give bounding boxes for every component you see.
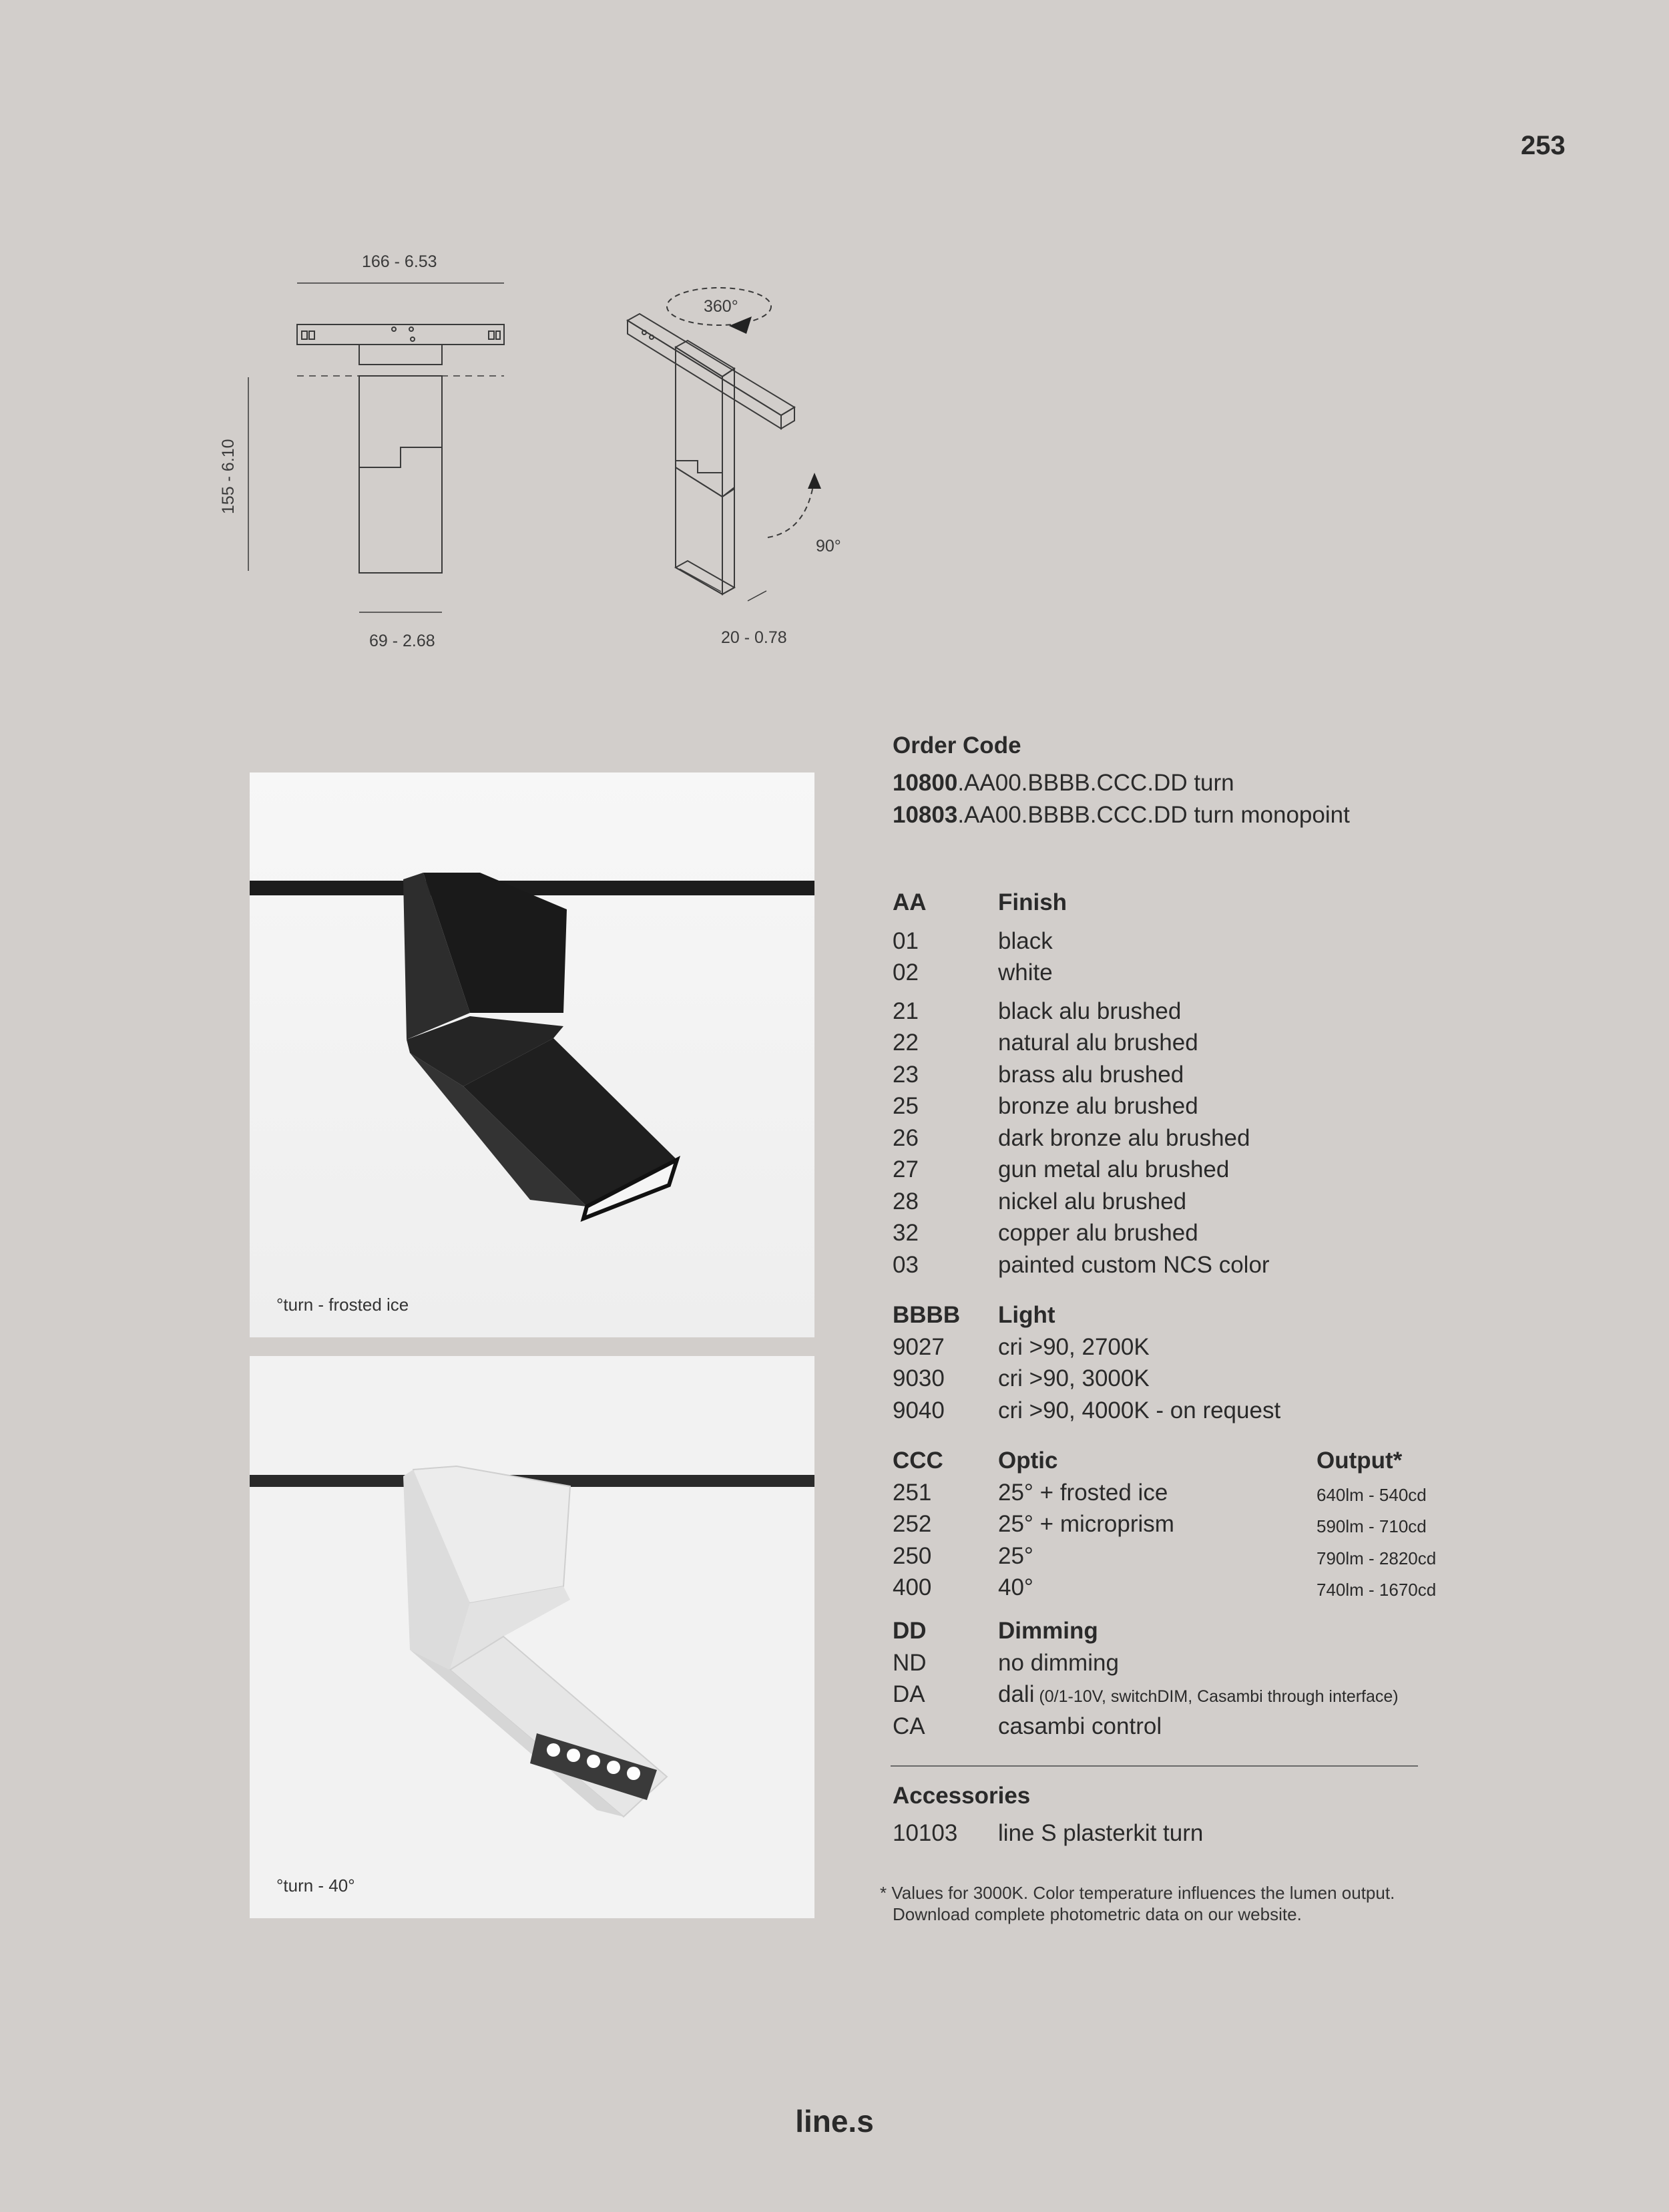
finish-label: copper alu brushed xyxy=(998,1220,1198,1246)
technical-drawing xyxy=(200,240,841,668)
product-photo-white xyxy=(250,1356,814,1918)
accessory-label: line S plasterkit turn xyxy=(998,1820,1204,1846)
page-number: 253 xyxy=(1521,131,1566,160)
photo-caption: °turn - frosted ice xyxy=(276,1295,409,1315)
dimming-label: casambi control xyxy=(998,1713,1162,1739)
finish-label: painted custom NCS color xyxy=(998,1252,1270,1278)
footnote-line: Download complete photometric data on our website. xyxy=(893,1904,1302,1924)
finish-row xyxy=(893,1125,1654,1157)
light-label: cri >90, 4000K - on request xyxy=(998,1397,1281,1423)
light-title: Light xyxy=(998,1302,1055,1328)
photo-caption: °turn - 40° xyxy=(276,1875,355,1896)
dimming-label: no dimming xyxy=(998,1650,1119,1676)
footnote-line: * Values for 3000K. Color temperature influences the lumen output. xyxy=(880,1883,1395,1903)
finish-code: 25 xyxy=(893,1093,919,1119)
optic-header xyxy=(893,1448,1654,1480)
finish-label: black alu brushed xyxy=(998,998,1182,1024)
finish-row xyxy=(893,1220,1654,1252)
finish-row xyxy=(893,1156,1654,1188)
optic-label: 25° + microprism xyxy=(998,1511,1174,1537)
light-key: BBBB xyxy=(893,1302,961,1328)
footer-brand: line.s xyxy=(795,2104,874,2139)
accessories-title: Accessories xyxy=(893,1783,1031,1809)
order-code-suffix: .AA00.BBBB.CCC.DD turn xyxy=(957,770,1234,796)
dimming-row xyxy=(893,1650,1654,1682)
finish-label: brass alu brushed xyxy=(998,1062,1184,1088)
finish-code: 21 xyxy=(893,998,919,1024)
finish-code: 03 xyxy=(893,1252,919,1278)
light-code: 9027 xyxy=(893,1334,945,1360)
optic-label: 25° + frosted ice xyxy=(998,1480,1168,1506)
finish-row xyxy=(893,959,1654,991)
optic-output: 790lm - 2820cd xyxy=(1317,1548,1437,1568)
finish-label: dark bronze alu brushed xyxy=(998,1125,1250,1151)
light-label: cri >90, 3000K xyxy=(998,1365,1150,1391)
finish-code: 01 xyxy=(893,928,919,954)
finish-header xyxy=(893,889,1654,921)
dimming-title: Dimming xyxy=(998,1618,1098,1644)
optic-code: 252 xyxy=(893,1511,932,1537)
optic-row xyxy=(893,1574,1654,1606)
order-code-number: 10800 xyxy=(893,770,958,796)
finish-label: black xyxy=(998,928,1053,954)
optic-label: 40° xyxy=(998,1574,1033,1600)
finish-row xyxy=(893,1030,1654,1062)
light-code: 9030 xyxy=(893,1365,945,1391)
finish-label: bronze alu brushed xyxy=(998,1093,1198,1119)
dimming-header xyxy=(893,1618,1654,1650)
tilt-angle-label: 90° xyxy=(816,537,841,556)
light-row xyxy=(893,1334,1654,1366)
optic-key: CCC xyxy=(893,1448,943,1474)
dimming-code: DA xyxy=(893,1681,925,1707)
finish-row xyxy=(893,1252,1654,1284)
optic-output: 590lm - 710cd xyxy=(1317,1516,1427,1536)
finish-label: gun metal alu brushed xyxy=(998,1156,1230,1182)
finish-title: Finish xyxy=(998,889,1067,915)
height-dimension-label: 155 - 6.10 xyxy=(219,439,238,514)
finish-code: 27 xyxy=(893,1156,919,1182)
optic-row xyxy=(893,1543,1654,1575)
optic-output: 640lm - 540cd xyxy=(1317,1485,1427,1505)
dimming-label: dali xyxy=(998,1681,1035,1707)
optic-code: 251 xyxy=(893,1480,932,1506)
dimming-code: CA xyxy=(893,1713,925,1739)
dimming-row xyxy=(893,1713,1654,1745)
dimming-note: (0/1-10V, switchDIM, Casambi through interface) xyxy=(1034,1687,1399,1706)
order-code-number: 10803 xyxy=(893,802,958,828)
light-row xyxy=(893,1365,1654,1397)
output-title: Output* xyxy=(1317,1448,1403,1474)
finish-row xyxy=(893,928,1654,960)
optic-code: 250 xyxy=(893,1543,932,1569)
finish-label: natural alu brushed xyxy=(998,1030,1198,1056)
light-header xyxy=(893,1302,1654,1334)
finish-row xyxy=(893,998,1654,1030)
depth-dimension-label: 20 - 0.78 xyxy=(721,628,787,647)
finish-row xyxy=(893,1188,1654,1221)
light-row xyxy=(893,1397,1654,1429)
finish-row xyxy=(893,1062,1654,1094)
section-divider xyxy=(891,1765,1418,1767)
optic-code: 400 xyxy=(893,1574,932,1600)
light-code: 9040 xyxy=(893,1397,945,1423)
finish-key: AA xyxy=(893,889,927,915)
rotation-angle-label: 360° xyxy=(704,297,738,316)
optic-row xyxy=(893,1480,1654,1512)
dimming-code: ND xyxy=(893,1650,927,1676)
accessory-row xyxy=(893,1820,1654,1852)
accessory-code: 10103 xyxy=(893,1820,958,1846)
optic-output: 740lm - 1670cd xyxy=(1317,1580,1437,1600)
light-label: cri >90, 2700K xyxy=(998,1334,1150,1360)
finish-code: 22 xyxy=(893,1030,919,1056)
finish-code: 28 xyxy=(893,1188,919,1214)
optic-label: 25° xyxy=(998,1543,1033,1569)
finish-code: 32 xyxy=(893,1220,919,1246)
finish-code: 02 xyxy=(893,959,919,985)
finish-row xyxy=(893,1093,1654,1125)
order-code-line xyxy=(893,770,1234,797)
base-dimension-label: 69 - 2.68 xyxy=(369,632,435,650)
order-code-title: Order Code xyxy=(893,732,1021,758)
order-code-line xyxy=(893,802,1350,829)
optic-row xyxy=(893,1511,1654,1543)
dimming-key: DD xyxy=(893,1618,927,1644)
product-photo-black xyxy=(250,772,814,1337)
finish-code: 23 xyxy=(893,1062,919,1088)
finish-label: white xyxy=(998,959,1053,985)
finish-label: nickel alu brushed xyxy=(998,1188,1187,1214)
finish-code: 26 xyxy=(893,1125,919,1151)
optic-title: Optic xyxy=(998,1448,1058,1474)
width-dimension-label: 166 - 6.53 xyxy=(362,252,437,271)
order-code-suffix: .AA00.BBBB.CCC.DD turn monopoint xyxy=(957,802,1350,828)
dimming-row xyxy=(893,1681,1654,1713)
